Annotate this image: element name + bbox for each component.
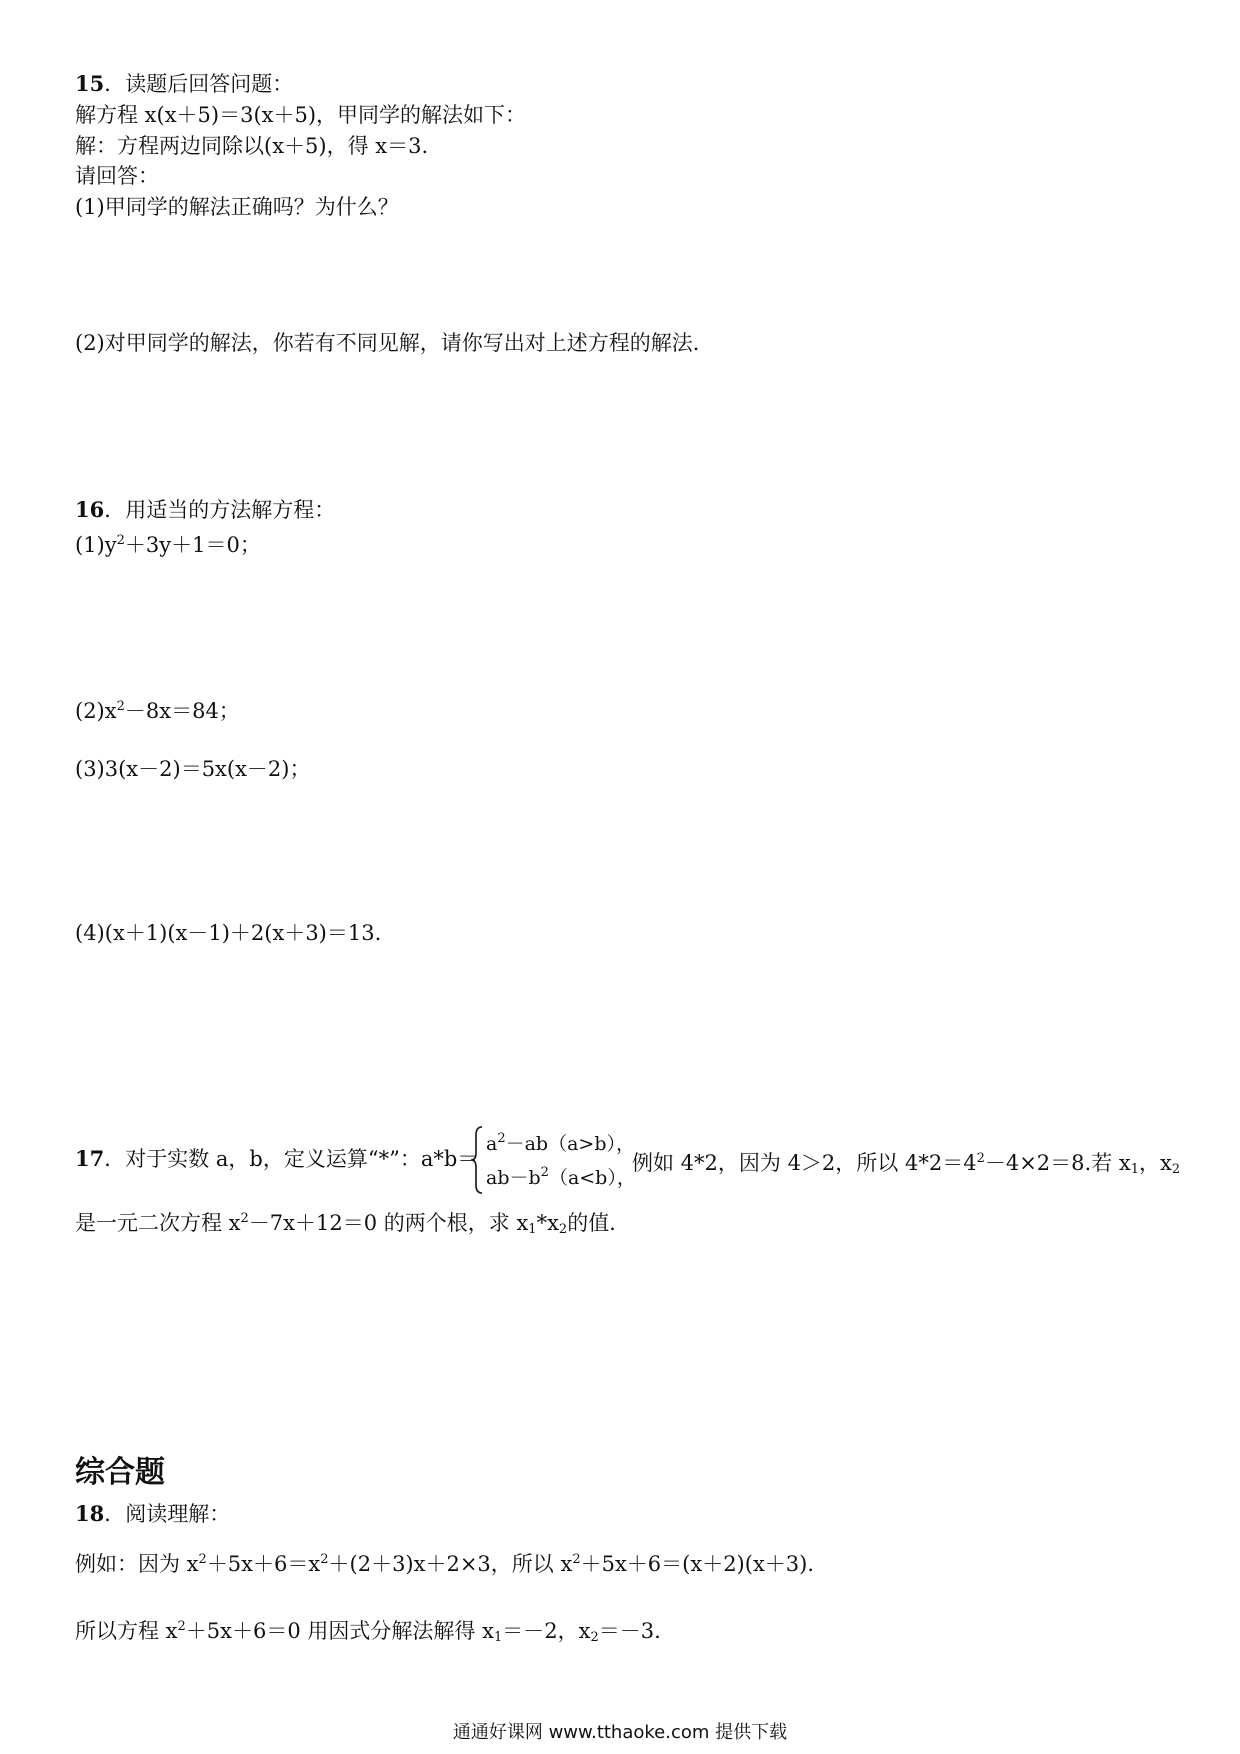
case-a-greater-b: $a^2-ab(a>b)$， — [486, 1131, 636, 1155]
q15-number: 15 — [75, 71, 105, 96]
q17-example: 例如 4*2，因为 4＞2，所以 $4*2=4^2-4\times 2=8$.若 $x_1$，$x_2$ — [632, 1151, 1181, 1177]
q17-line2: 是一元二次方程 $x^2-7x+12=0$ 的两个根，求 $x_1*x_2$的值． — [75, 1211, 631, 1237]
section-heading: 综合题 — [75, 1455, 165, 1490]
q16-part4: (4)(x＋1)(x－1)＋2(x＋3)＝13. — [75, 921, 382, 945]
left-brace-icon — [470, 1125, 484, 1195]
q15-part1: (1)甲同学的解法正确吗？为什么？ — [75, 195, 399, 219]
piecewise-definition — [470, 1125, 636, 1195]
q16-part2: $(2)x^2-8x=84$； — [75, 699, 240, 723]
q18-conclusion: 所以方程 $x^2+5x+6=0$ 用因式分解法解得 $x_1=-2$，$x_2=-3$. — [75, 1619, 661, 1645]
q15-title: 15．读题后回答问题： — [75, 71, 294, 96]
q16-title: 16．用适当的方法解方程： — [75, 497, 336, 522]
q18-number: 18 — [75, 1501, 105, 1526]
case-a-less-b: $ab-b^2(a<b)$， — [486, 1165, 636, 1189]
q16-part3: (3)3(x－2)＝5x(x－2)； — [75, 757, 311, 781]
q15-line3: 请回答： — [75, 164, 159, 188]
q15-line2: 解：方程两边同除以(x＋5)，得 x＝3. — [75, 134, 429, 158]
q18-example: 例如：因为 $x^2+5x+6=x^2+(2+3)x+2\times 3$，所以 $x^2+5x+6=(x+2)(x+3)$． — [75, 1552, 829, 1576]
q16-number: 16 — [75, 497, 105, 522]
q17-number: 17 — [75, 1146, 105, 1171]
page-footer: 通通好课网 www.tthaoke.com 提供下载 — [452, 1722, 788, 1743]
q18-title: 18．阅读理解： — [75, 1501, 231, 1526]
q15-line1: 解方程 x(x＋5)＝3(x＋5)，甲同学的解法如下： — [75, 103, 527, 127]
q16-part1: $(1)y^2+3y+1=0$； — [75, 533, 261, 557]
q15-part2: (2)对甲同学的解法，你若有不同见解，请你写出对上述方程的解法． — [75, 331, 714, 355]
q17-lead: 17．对于实数 a，b，定义运算“*”：a*b＝ — [75, 1146, 479, 1171]
